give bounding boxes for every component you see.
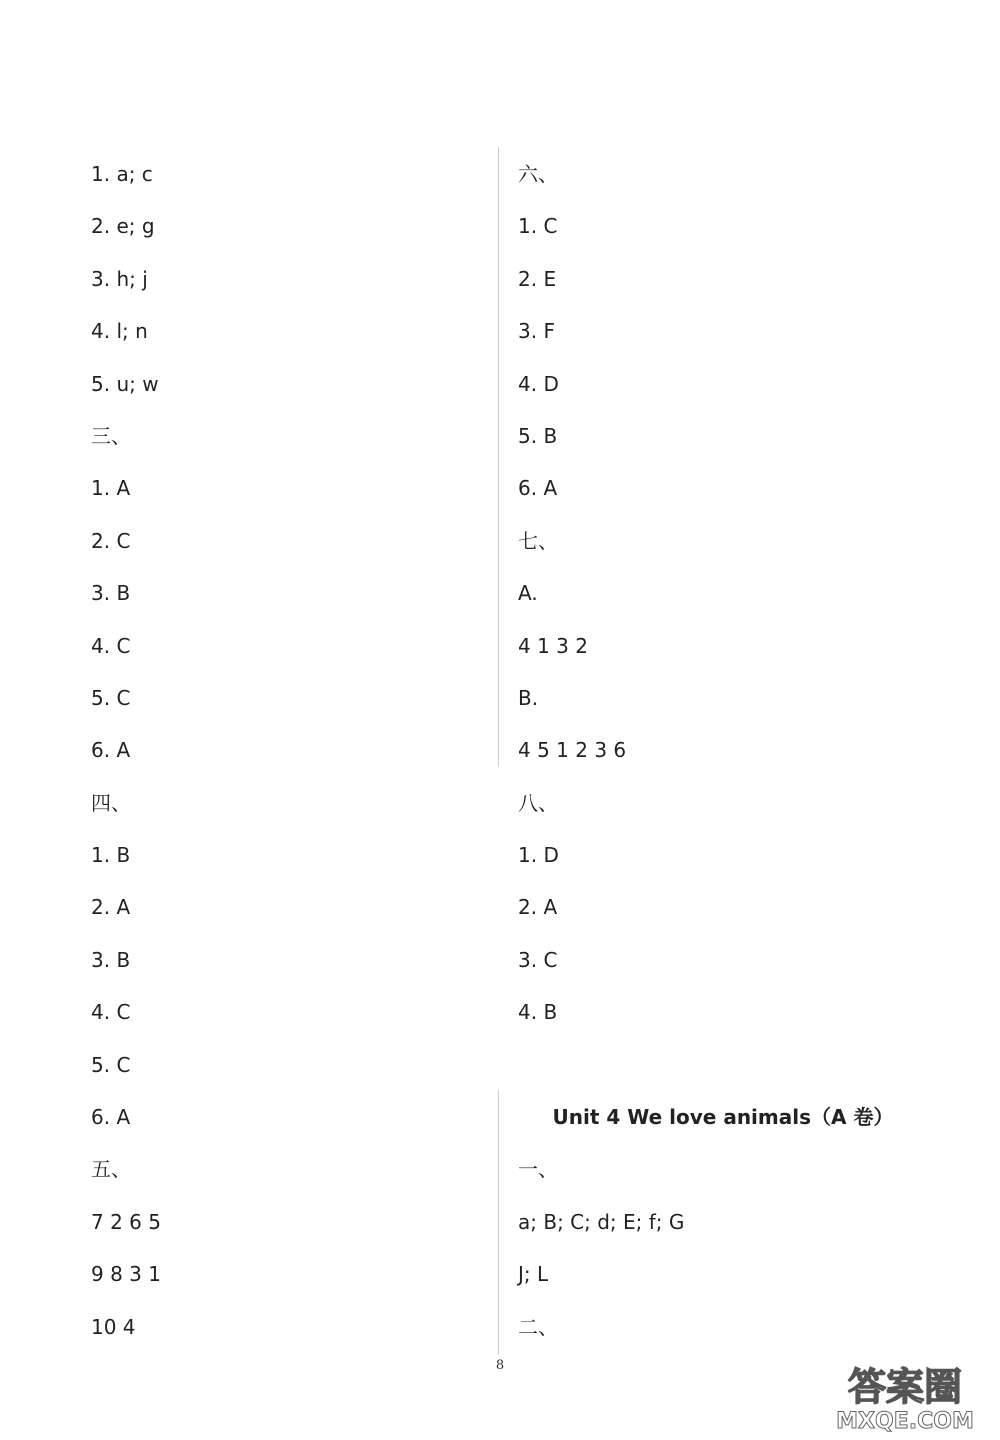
answer-line: A. xyxy=(518,581,538,606)
answer-line: 5. u; w xyxy=(91,371,159,396)
column-divider xyxy=(498,147,499,767)
section-heading: 四、 xyxy=(91,790,131,815)
unit-heading: Unit 4 We love animals（A 卷） xyxy=(552,1105,894,1130)
section-heading: 七、 xyxy=(518,528,558,553)
answer-line: 2. A xyxy=(91,895,131,920)
watermark-bottom-text: MXQE.COM xyxy=(836,1409,974,1434)
answer-line: 2. A xyxy=(518,895,558,920)
answer-line: 1. C xyxy=(518,214,558,239)
answer-line: J; L xyxy=(518,1262,549,1287)
answer-line: 4. D xyxy=(518,371,559,396)
answer-line: 5. C xyxy=(91,685,131,710)
answer-line: 3. F xyxy=(518,319,555,344)
answer-line: 5. C xyxy=(91,1052,131,1077)
answer-line: 4. B xyxy=(518,1000,558,1025)
blank-line xyxy=(518,1041,938,1093)
right-answer-column xyxy=(518,150,938,1355)
answer-line: 2. E xyxy=(518,266,557,291)
answer-line: 6. A xyxy=(91,738,131,763)
watermark-logo xyxy=(820,1354,990,1434)
answer-line: 7 2 6 5 xyxy=(91,1209,161,1234)
page-number: 8 xyxy=(495,1358,505,1373)
answer-line: 4 1 3 2 xyxy=(518,633,588,658)
answer-line: 3. B xyxy=(91,581,131,606)
section-heading: 八、 xyxy=(518,790,558,815)
answer-line: 3. B xyxy=(91,947,131,972)
answer-line: 2. C xyxy=(91,528,131,553)
answer-line: a; B; C; d; E; f; G xyxy=(518,1209,685,1234)
answer-line: 4 5 1 2 3 6 xyxy=(518,738,627,763)
watermark-top-text: 答案圈 xyxy=(847,1365,963,1409)
answer-line: 2. e; g xyxy=(91,214,155,239)
answer-line: 4. l; n xyxy=(91,319,148,344)
answer-line: 1. a; c xyxy=(91,162,153,186)
answer-line: 5. B xyxy=(518,423,558,448)
answer-line: 4. C xyxy=(91,633,131,658)
answer-line: 1. A xyxy=(91,476,131,501)
section-heading: 六、 xyxy=(518,162,558,186)
answer-line: B. xyxy=(518,685,539,710)
answer-line: 6. A xyxy=(91,1105,131,1130)
section-heading: 三、 xyxy=(91,423,131,448)
left-answer-column xyxy=(91,150,161,1355)
answer-line: 3. C xyxy=(518,947,558,972)
answer-line: 6. A xyxy=(518,476,558,501)
section-heading: 二、 xyxy=(518,1314,558,1339)
section-heading: 一、 xyxy=(518,1157,558,1182)
column-divider xyxy=(498,1090,499,1355)
answer-line: 4. C xyxy=(91,1000,131,1025)
answer-line: 10 4 xyxy=(91,1314,136,1339)
answer-line: 3. h; j xyxy=(91,266,148,291)
answer-line: 1. B xyxy=(91,843,131,868)
section-heading: 五、 xyxy=(91,1157,131,1182)
answer-line: 9 8 3 1 xyxy=(91,1262,161,1287)
answer-line: 1. D xyxy=(518,843,559,868)
